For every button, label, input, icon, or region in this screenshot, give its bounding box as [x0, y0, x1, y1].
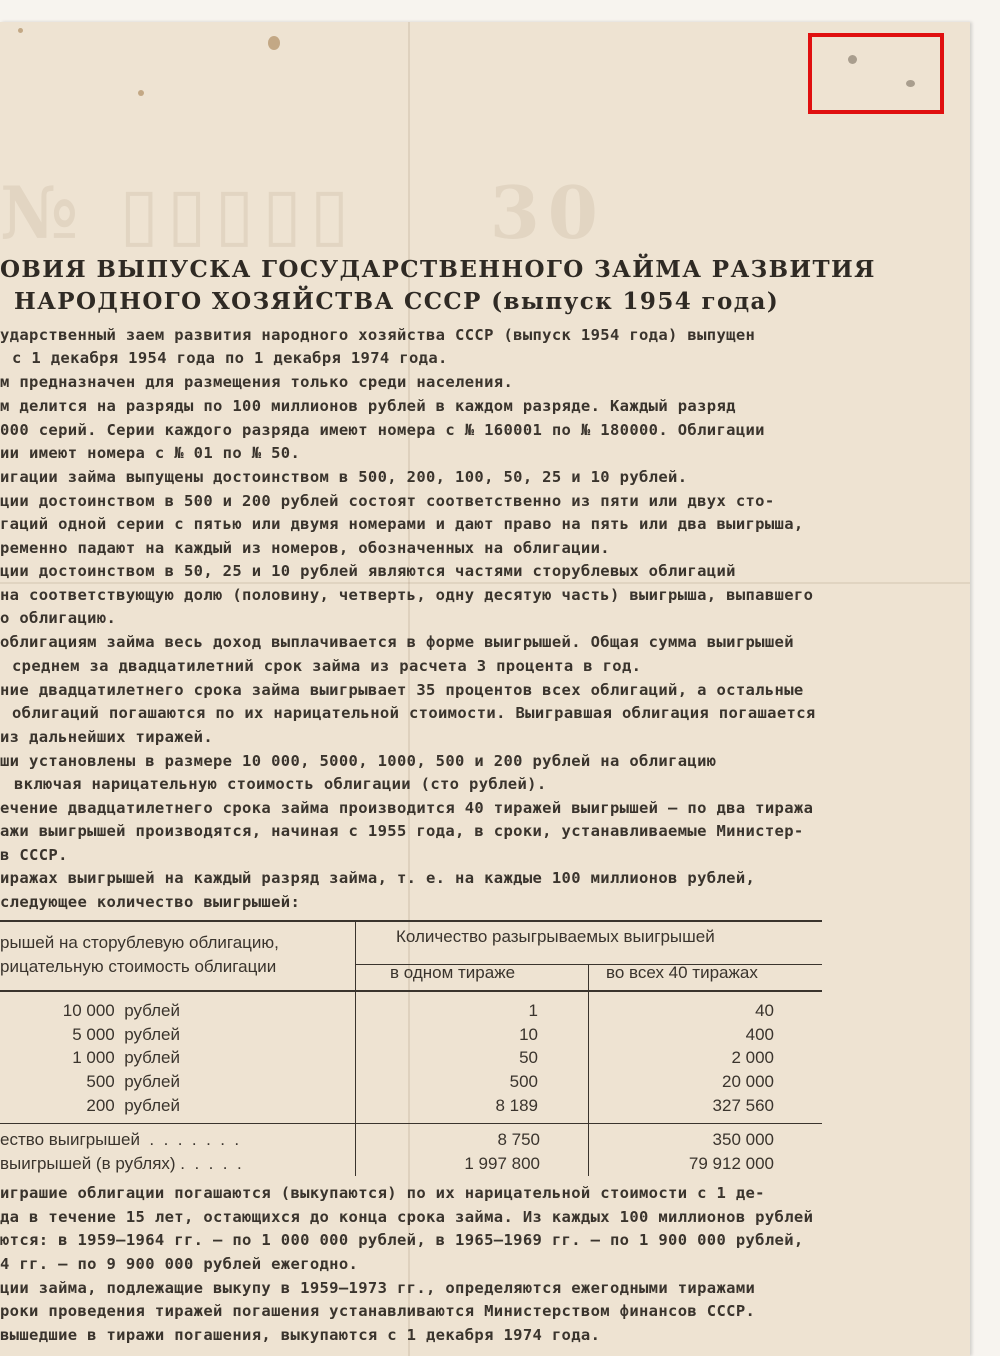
document-title-line-1: ОВИЯ ВЫПУСКА ГОСУДАРСТВЕННОГО ЗАЙМА РАЗВИТИЯ	[0, 256, 876, 283]
table-header-count: Количество разыгрываемых выигрышей	[396, 927, 715, 946]
table-header-bottom-rule	[0, 990, 822, 992]
stain-mark	[18, 28, 23, 33]
table-header-prize: рицательную стоимость облигации	[0, 957, 277, 976]
text-line: включая нарицательную стоимость облигации (сто рублей).	[14, 775, 547, 793]
text-line: да в течение 15 лет, остающихся до конца срока займа. Из каждых 100 миллионов рублей	[0, 1208, 814, 1226]
prize-count-one-draw: 500	[509, 1072, 538, 1091]
text-line: игации займа выпущены достоинством в 500, 200, 100, 50, 25 и 10 рублей.	[0, 468, 688, 486]
text-line: следующее количество выигрышей:	[0, 893, 301, 911]
text-line: ажи выигрышей производятся, начиная с 1955 года, в сроки, устанавливаемые Министер-	[0, 822, 804, 840]
prize-amount: 10 000 рублей	[62, 1001, 180, 1020]
text-line: ударственный заем развития народного хозяйства СССР (выпуск 1954 года) выпущен	[0, 326, 756, 344]
prize-amount: 200 рублей	[86, 1096, 180, 1115]
total-sum-one: 1 997 800	[464, 1154, 540, 1173]
table-column-divider	[588, 964, 589, 1176]
stain-mark	[138, 90, 144, 96]
text-line: ременно падают на каждый из номеров, обозначенных на облигации.	[0, 539, 610, 557]
table-totals-rule	[0, 1123, 822, 1124]
text-line: иражах выигрышей на каждый разряд займа, т. е. на каждые 100 миллионов рублей,	[0, 869, 756, 887]
text-line: 4 гг. — по 9 900 000 рублей ежегодно.	[0, 1255, 359, 1273]
text-line: ечение двадцатилетнего срока займа производится 40 тиражей выигрышей — по два тиража	[0, 799, 814, 817]
text-line: среднем за двадцатилетний срок займа из расчета 3 процента в год.	[12, 657, 642, 675]
prize-count-one-draw: 10	[519, 1025, 538, 1044]
text-line: играшие облигации погашаются (выкупаются) по их нарицательной стоимости с 1 де-	[0, 1184, 765, 1202]
table-header-all-draws: во всех 40 тиражах	[606, 963, 758, 982]
text-line: на соответствующую долю (половину, четверть, одну десятую часть) выигрыша, выпавшего	[0, 586, 814, 604]
total-count-all: 350 000	[712, 1130, 774, 1149]
table-top-rule	[0, 920, 822, 922]
text-line: о облигацию.	[0, 609, 117, 627]
text-line: роки проведения тиражей погашения устанавливаются Министерством финансов СССР.	[0, 1302, 756, 1320]
prize-count-all-draws: 2 000	[731, 1048, 774, 1067]
prize-table	[0, 920, 822, 1176]
table-header-prize: рышей на сторублевую облигацию,	[0, 933, 279, 952]
text-line: ние двадцатилетнего срока займа выигрывает 35 процентов всех облигаций, а остальные	[0, 681, 804, 699]
prize-count-all-draws: 327 560	[712, 1096, 774, 1115]
total-sum-all: 79 912 000	[688, 1154, 774, 1173]
prize-count-one-draw: 8 189	[495, 1096, 538, 1115]
table-column-divider	[355, 920, 356, 1176]
text-line: из дальнейших тиражей.	[0, 728, 213, 746]
text-line: гаций одной серии с пятью или двумя номерами и дают право на пять или два выигрыша,	[0, 515, 804, 533]
prize-count-all-draws: 20 000	[722, 1072, 774, 1091]
prize-amount: 500 рублей	[86, 1072, 180, 1091]
total-count-one: 8 750	[497, 1130, 540, 1149]
text-line: 000 серий. Серии каждого разряда имеют номера с № 160001 по № 180000. Облигации	[0, 421, 765, 439]
punch-hole	[906, 80, 915, 87]
text-line: облигаций погашаются по их нарицательной стоимости. Выигравшая облигация погашается	[12, 704, 816, 722]
prize-count-all-draws: 40	[755, 1001, 774, 1020]
text-line: ции займа, подлежащие выкупу в 1959—1973 гг., определяются ежегодными тиражами	[0, 1279, 756, 1297]
text-line: м делится на разряды по 100 миллионов рублей в каждом разряде. Каждый разряд	[0, 397, 736, 415]
text-line: в СССР.	[0, 846, 68, 864]
punch-hole	[848, 55, 857, 64]
text-line: м предназначен для размещения только среди населения.	[0, 373, 514, 391]
highlight-box	[808, 33, 944, 114]
text-line: облигациям займа весь доход выплачивается в форме выигрышей. Общая сумма выигрышей	[0, 633, 794, 651]
bleed-through-print: № ▯▯▯▯▯ 30	[0, 170, 606, 255]
prize-count-one-draw: 50	[519, 1048, 538, 1067]
total-count-label: ество выигрышей . . . . . . .	[0, 1130, 240, 1149]
total-sum-label: выигрышей (в рублях) . . . . .	[0, 1154, 242, 1173]
prize-count-all-draws: 400	[745, 1025, 774, 1044]
text-line: вышедшие в тиражи погашения, выкупаются с 1 декабря 1974 года.	[0, 1326, 601, 1344]
document-title-line-2: НАРОДНОГО ХОЗЯЙСТВА СССР (выпуск 1954 года)	[14, 288, 780, 315]
text-line: ции достоинством в 50, 25 и 10 рублей являются частями сторублевых облигаций	[0, 562, 736, 580]
text-line: ции достоинством в 500 и 200 рублей состоят соответственно из пяти или двух сто-	[0, 492, 775, 510]
text-line: с 1 декабря 1954 года по 1 декабря 1974 года.	[12, 349, 448, 367]
text-line: ши установлены в размере 10 000, 5000, 1000, 500 и 200 рублей на облигацию	[0, 752, 717, 770]
prize-count-one-draw: 1	[528, 1001, 538, 1020]
prize-amount: 1 000 рублей	[72, 1048, 180, 1067]
stain-mark	[268, 36, 280, 50]
text-line: ются: в 1959—1964 гг. — по 1 000 000 рублей, в 1965—1969 гг. — по 1 900 000 рублей,	[0, 1231, 804, 1249]
table-header-one-draw: в одном тираже	[390, 963, 516, 982]
text-line: ии имеют номера с № 01 по № 50.	[0, 444, 301, 462]
prize-amount: 5 000 рублей	[72, 1025, 180, 1044]
